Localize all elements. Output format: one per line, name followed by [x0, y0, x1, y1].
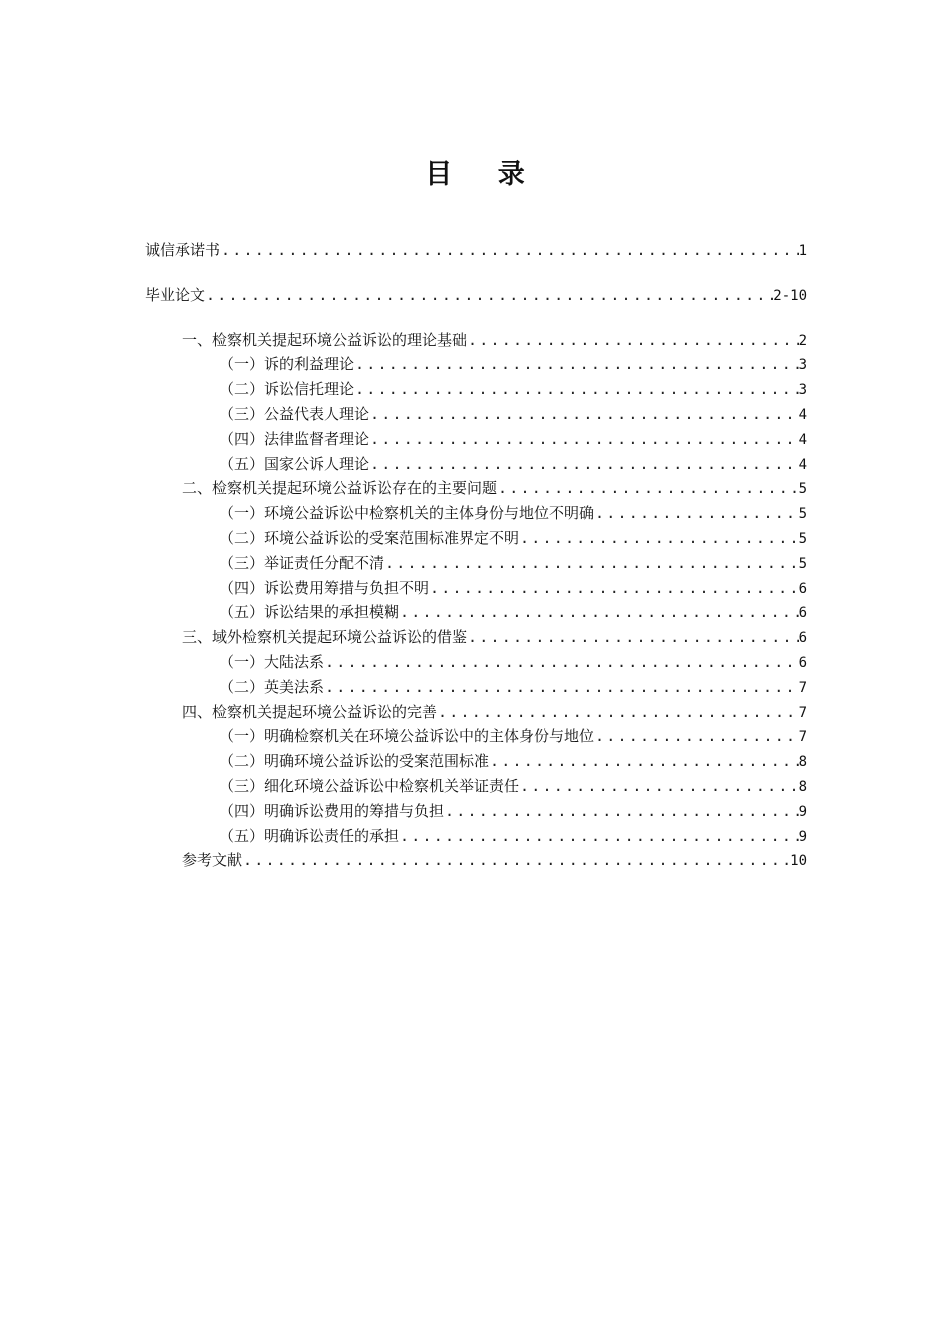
toc-dot-leader: [519, 526, 799, 551]
toc-page-number: 3: [798, 357, 807, 374]
toc-entry-text: （二）诉讼信托理论: [219, 380, 355, 399]
toc-page-number: 2: [798, 332, 807, 349]
toc-page-number: 7: [798, 704, 807, 721]
toc-entry[interactable]: [145, 352, 807, 377]
toc-entry[interactable]: [145, 576, 807, 601]
toc-dot-leader: [399, 824, 799, 849]
toc-dot-leader: [594, 724, 799, 749]
toc-entry-text: （三）公益代表人理论: [219, 404, 370, 423]
toc-entry-text: 二、检察机关提起环境公益诉讼存在的主要问题: [182, 479, 498, 498]
toc-entry-text: 诚信承诺书: [145, 241, 221, 259]
toc-entry[interactable]: [145, 724, 807, 749]
toc-page-number: 4: [798, 406, 807, 423]
toc-page-number: 4: [798, 456, 807, 473]
toc-dot-leader: [220, 238, 799, 263]
toc-dot-leader: [369, 427, 799, 452]
toc-page-number: 5: [798, 530, 807, 547]
toc-dot-leader: [437, 700, 799, 725]
toc-entry[interactable]: [145, 402, 807, 427]
toc-page-number: 6: [798, 630, 807, 647]
toc-entry[interactable]: [145, 848, 807, 873]
toc-dot-leader: [467, 328, 799, 353]
toc-dot-leader: [594, 501, 799, 526]
toc-page-number: 6: [798, 654, 807, 671]
toc-page-number: 9: [798, 828, 807, 845]
toc-entry-text: （一）大陆法系: [219, 652, 325, 671]
toc-entry[interactable]: [145, 799, 807, 824]
toc-dot-leader: [497, 476, 799, 501]
toc-dot-leader: [489, 749, 799, 774]
toc-dot-leader: [429, 576, 799, 601]
toc-entry[interactable]: [145, 452, 807, 477]
toc-dot-leader: [444, 799, 799, 824]
table-of-contents: [145, 238, 807, 873]
toc-page-number: 4: [798, 431, 807, 448]
toc-entry[interactable]: [145, 824, 807, 849]
toc-entry-text: （一）明确检察机关在环境公益诉讼中的主体身份与地位: [219, 727, 595, 746]
toc-entry[interactable]: [145, 625, 807, 650]
toc-page-number: 5: [798, 481, 807, 498]
toc-page-number: 7: [798, 679, 807, 696]
toc-entry-text: （四）法律监督者理论: [219, 429, 370, 448]
toc-entry-text: （二）环境公益诉讼的受案范围标准界定不明: [219, 528, 520, 547]
toc-entry-text: （一）环境公益诉讼中检察机关的主体身份与地位不明确: [219, 504, 595, 523]
toc-page-number: 5: [798, 506, 807, 523]
toc-dot-leader: [205, 283, 773, 308]
toc-entry-text: 参考文献: [182, 851, 243, 870]
toc-entry[interactable]: [145, 551, 807, 576]
toc-entry[interactable]: [145, 501, 807, 526]
toc-entry[interactable]: [145, 526, 807, 551]
toc-entry[interactable]: [145, 427, 807, 452]
toc-page-number: 8: [798, 778, 807, 795]
toc-page-number: 10: [790, 853, 807, 870]
toc-entry[interactable]: [145, 774, 807, 799]
toc-entry[interactable]: [145, 700, 807, 725]
toc-page-number: 6: [798, 580, 807, 597]
toc-entry[interactable]: [145, 675, 807, 700]
toc-entry[interactable]: [145, 377, 807, 402]
toc-entry-text: 一、检察机关提起环境公益诉讼的理论基础: [182, 330, 468, 349]
toc-dot-leader: [324, 650, 799, 675]
toc-entry-text: （四）明确诉讼费用的筹措与负担: [219, 801, 445, 820]
toc-page-number: 8: [798, 754, 807, 771]
toc-dot-leader: [369, 452, 799, 477]
toc-entry-text: 三、域外检察机关提起环境公益诉讼的借鉴: [182, 628, 468, 647]
toc-entry-text: （四）诉讼费用筹措与负担不明: [219, 578, 430, 597]
toc-dot-leader: [354, 377, 799, 402]
toc-entry-text: （三）举证责任分配不清: [219, 553, 385, 572]
toc-entry-text: 毕业论文: [145, 285, 206, 304]
toc-entry-text: （二）明确环境公益诉讼的受案范围标准: [219, 752, 490, 771]
toc-entry-text: （五）国家公诉人理论: [219, 454, 370, 473]
toc-page-number: 7: [798, 729, 807, 746]
toc-page-number: 5: [798, 555, 807, 572]
toc-dot-leader: [324, 675, 799, 700]
toc-entry[interactable]: [145, 476, 807, 501]
toc-page-number: 6: [798, 605, 807, 622]
toc-dot-leader: [354, 352, 799, 377]
toc-entry[interactable]: [145, 238, 807, 263]
toc-page-number: 9: [798, 803, 807, 820]
toc-entry[interactable]: [145, 328, 807, 353]
toc-dot-leader: [369, 402, 799, 427]
toc-entry[interactable]: [145, 749, 807, 774]
page-title: 目 录: [425, 159, 543, 190]
toc-entry[interactable]: [145, 283, 807, 308]
toc-dot-leader: [467, 625, 799, 650]
toc-entry-text: （三）细化环境公益诉讼中检察机关举证责任: [219, 776, 520, 795]
toc-page-number: 1: [798, 243, 807, 259]
toc-page-number: 3: [798, 382, 807, 399]
toc-entry-text: （一）诉的利益理论: [219, 355, 355, 374]
toc-entry[interactable]: [145, 650, 807, 675]
toc-dot-leader: [384, 551, 799, 576]
toc-dot-leader: [519, 774, 799, 799]
toc-page-number: 2-10: [773, 287, 807, 304]
toc-dot-leader: [399, 600, 799, 625]
toc-entry[interactable]: [145, 600, 807, 625]
toc-dot-leader: [242, 848, 790, 873]
toc-entry-text: （二）英美法系: [219, 677, 325, 696]
toc-entry-text: （五）明确诉讼责任的承担: [219, 826, 400, 845]
toc-entry-text: （五）诉讼结果的承担模糊: [219, 603, 400, 622]
toc-entry-text: 四、检察机关提起环境公益诉讼的完善: [182, 702, 438, 721]
